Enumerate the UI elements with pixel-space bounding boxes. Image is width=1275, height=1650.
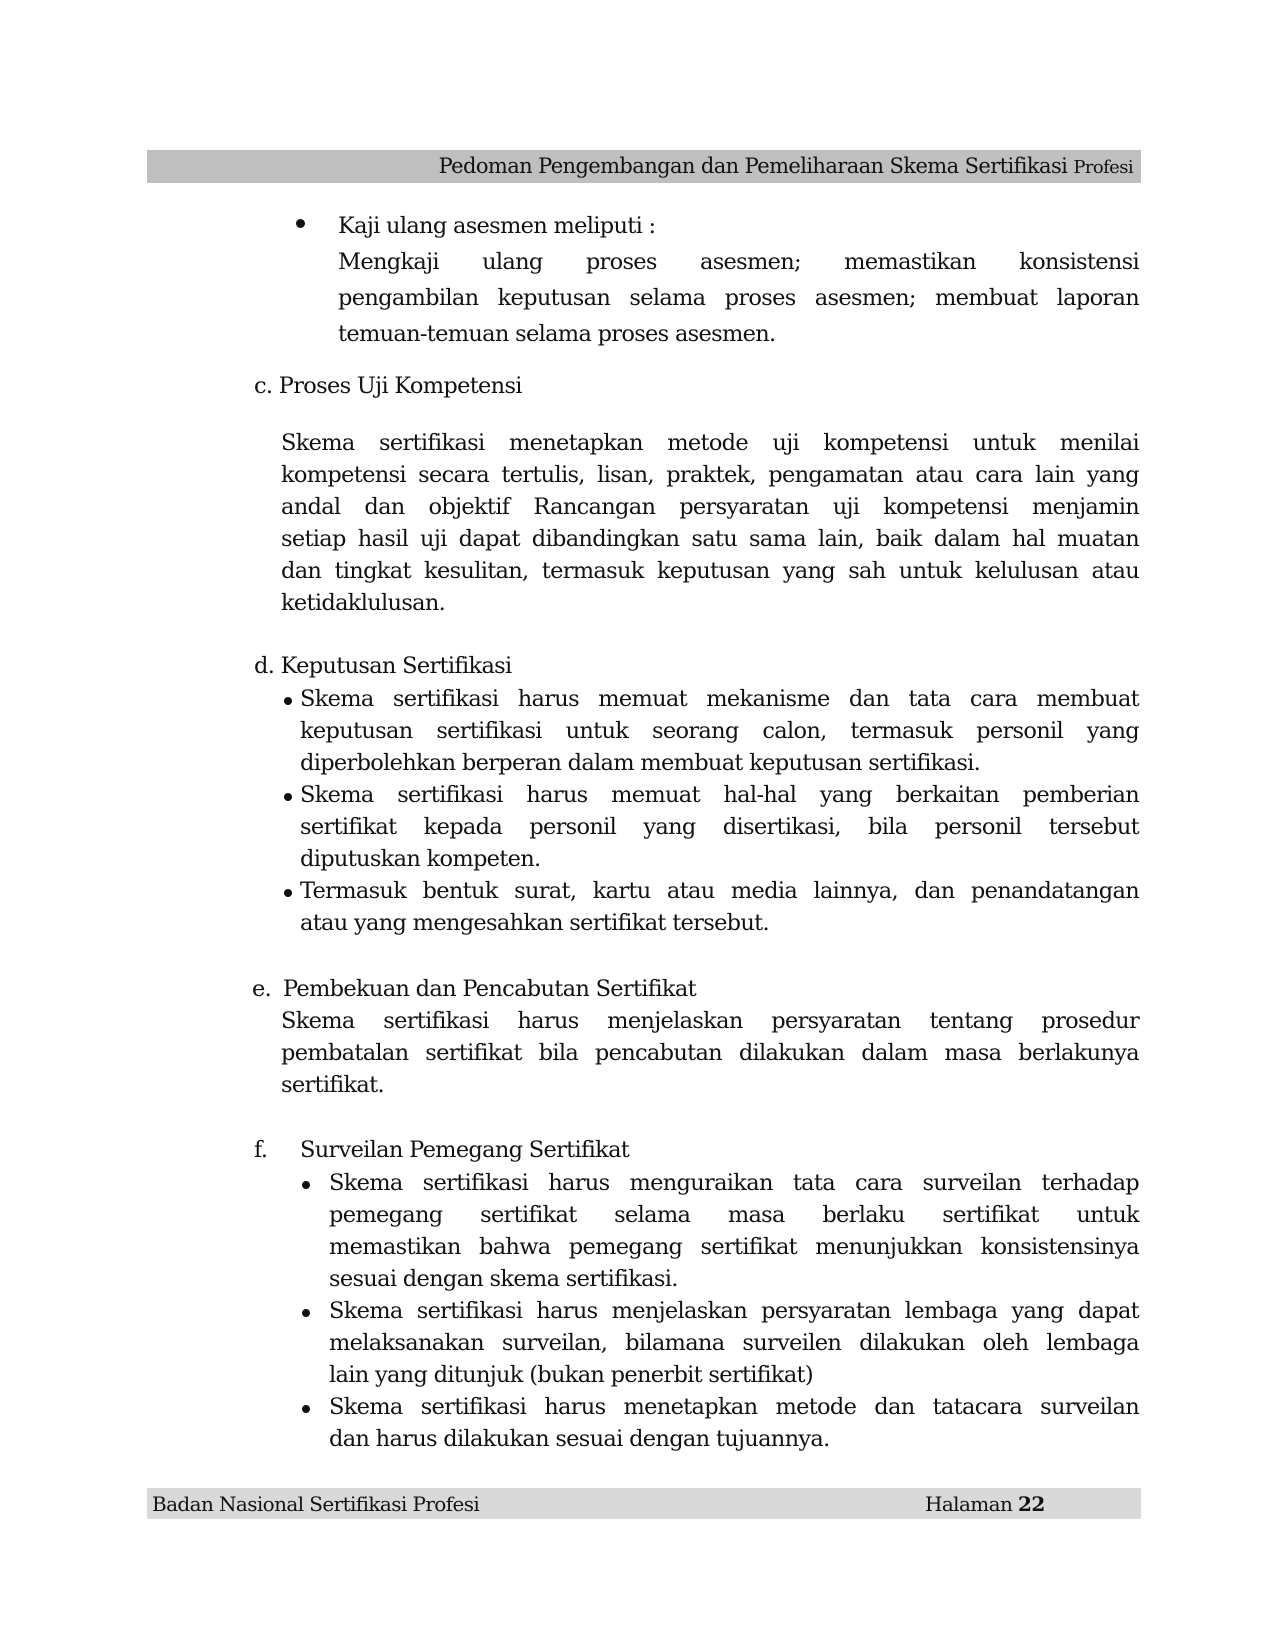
list-item-line: diperbolehkan berperan dalam membuat keputusan sertifikasi.: [300, 750, 981, 776]
footer-page: [925, 1492, 1045, 1516]
list-item-line: Skema sertifikasi harus menguraikan tata cara surveilan terhadap: [329, 1170, 1139, 1196]
bullet-icon: [284, 793, 292, 801]
footer-page-label: Halaman: [925, 1492, 1019, 1516]
list-item-line: sesuai dengan skema sertifikasi.: [329, 1266, 678, 1292]
section-d-heading: d. Keputusan Sertifikasi: [254, 653, 512, 679]
list-item-line: lain yang ditunjuk (bukan penerbit sertifikat): [329, 1362, 813, 1388]
list-item-line: atau yang mengesahkan sertifikat tersebut.: [300, 910, 769, 936]
text-line: sertifikat.: [281, 1072, 384, 1098]
section-c-heading: c. Proses Uji Kompetensi: [254, 373, 522, 399]
list-item-line: melaksanakan surveilan, bilamana surveilen dilakukan oleh lembaga: [329, 1330, 1139, 1356]
bullet-icon: [296, 219, 305, 228]
section-e-paragraph: [281, 1005, 1139, 1101]
list-item-line: dan harus dilakukan sesuai dengan tujuannya.: [329, 1426, 830, 1452]
header-title-main: Pedoman Pengembangan dan Pemeliharaan Skema Sertifikasi: [438, 154, 1074, 178]
page-footer: [147, 1488, 1141, 1519]
text-line: andal dan objektif Rancangan persyaratan uji kompetensi menjamin: [281, 494, 1139, 520]
list-item-line: diputuskan kompeten.: [300, 846, 541, 872]
section-f-heading: Surveilan Pemegang Sertifikat: [300, 1137, 630, 1163]
footer-org: Badan Nasional Sertifikasi Profesi: [152, 1492, 480, 1516]
section-d-list: [300, 683, 1139, 939]
text-line: ketidaklulusan.: [281, 590, 446, 616]
bullet-icon: [302, 1181, 310, 1189]
list-item-line: keputusan sertifikasi untuk seorang calon, termasuk personil yang: [300, 718, 1139, 744]
header-title: [439, 154, 1133, 178]
bullet-icon: [302, 1405, 310, 1413]
section-e-heading: Pembekuan dan Pencabutan Sertifikat: [283, 976, 696, 1002]
section-e-marker: e.: [252, 976, 272, 1002]
footer-page-number: 22: [1018, 1492, 1045, 1516]
text-line: dan tingkat kesulitan, termasuk keputusan yang sah untuk kelulusan atau: [281, 558, 1139, 584]
kaji-ulang-block: [338, 208, 1139, 352]
text-line: Skema sertifikasi menetapkan metode uji kompetensi untuk menilai: [281, 430, 1139, 456]
list-item-line: Skema sertifikasi harus memuat hal-hal yang berkaitan pemberian: [300, 782, 1139, 808]
text-line: Mengkaji ulang proses asesmen; memastikan konsistensi: [338, 249, 1139, 275]
list-item-line: Skema sertifikasi harus menjelaskan persyaratan lembaga yang dapat: [329, 1298, 1139, 1324]
text-line: kompetensi secara tertulis, lisan, praktek, pengamatan atau cara lain yang: [281, 462, 1139, 488]
list-item-line: Termasuk bentuk surat, kartu atau media lainnya, dan penandatangan: [300, 878, 1139, 904]
text-line: temuan-temuan selama proses asesmen.: [338, 321, 776, 347]
list-item-line: Skema sertifikasi harus menetapkan metode dan tatacara surveilan: [329, 1394, 1139, 1420]
page-header: [147, 150, 1141, 183]
bullet-icon: [284, 889, 292, 897]
text-line: pengambilan keputusan selama proses asesmen; membuat laporan: [338, 285, 1139, 311]
kaji-title: Kaji ulang asesmen meliputi :: [338, 213, 656, 239]
bullet-icon: [284, 697, 292, 705]
header-title-tail: Profesi: [1073, 157, 1133, 178]
list-item-line: Skema sertifikasi harus memuat mekanisme dan tata cara membuat: [300, 686, 1139, 712]
text-line: setiap hasil uji dapat dibandingkan satu sama lain, baik dalam hal muatan: [281, 526, 1139, 552]
text-line: Skema sertifikasi harus menjelaskan persyaratan tentang prosedur: [281, 1008, 1139, 1034]
section-f-marker: f.: [254, 1137, 268, 1163]
section-c-paragraph: [281, 427, 1139, 619]
text-line: pembatalan sertifikat bila pencabutan dilakukan dalam masa berlakunya: [281, 1040, 1139, 1066]
list-item-line: sertifikat kepada personil yang disertikasi, bila personil tersebut: [300, 814, 1139, 840]
bullet-icon: [302, 1309, 310, 1317]
list-item-line: memastikan bahwa pemegang sertifikat menunjukkan konsistensinya: [329, 1234, 1139, 1260]
section-f-list: [329, 1167, 1139, 1455]
list-item-line: pemegang sertifikat selama masa berlaku sertifikat untuk: [329, 1202, 1139, 1228]
